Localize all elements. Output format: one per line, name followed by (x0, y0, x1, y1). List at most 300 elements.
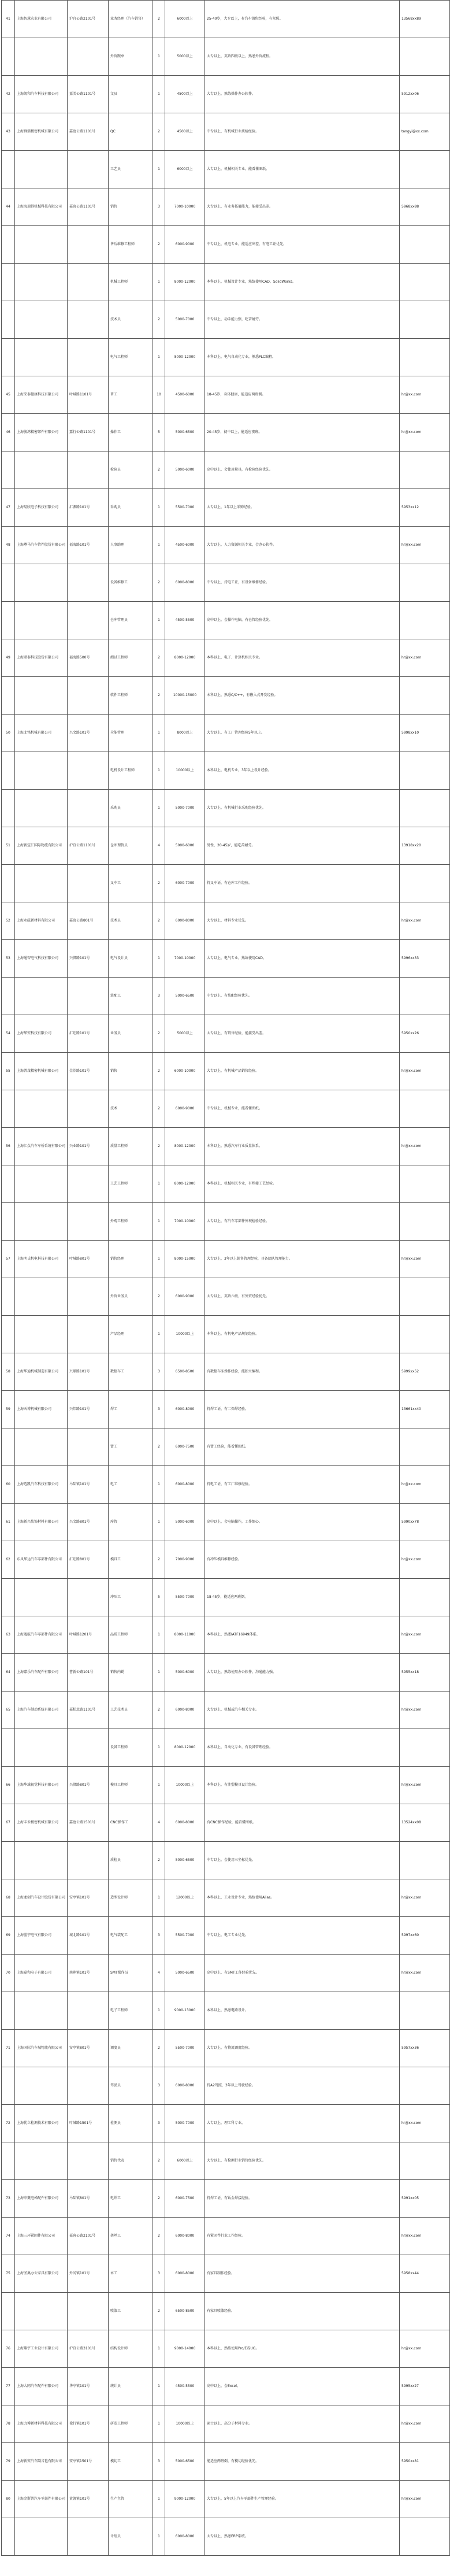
company-name (15, 151, 68, 188)
contact-info (400, 38, 450, 76)
headcount: 3 (153, 1917, 165, 1955)
table-row (2, 827, 450, 865)
contact-info: hr@xx.com (400, 2405, 450, 2443)
headcount: 2 (153, 2142, 165, 2180)
contact-info (400, 602, 450, 639)
contact-info (400, 2142, 450, 2180)
job-position: 统计员 (109, 2368, 153, 2405)
job-position: 质量工程师 (109, 1128, 153, 1165)
company-address: 金沙路101号 (68, 1053, 109, 1090)
headcount: 2 (153, 1842, 165, 1879)
salary: 10000以上 (165, 1767, 205, 1804)
headcount: 3 (153, 1391, 165, 1428)
job-position: 工艺技术员 (109, 1692, 153, 1729)
job-position: 电气设计员 (109, 940, 153, 978)
job-listing-sheet (1, 0, 429, 2576)
job-requirements: 大专以上，机械相关专业，能看懂图纸。 (205, 151, 400, 188)
job-position: SMT操作员 (109, 1955, 153, 1992)
company-name (15, 677, 68, 715)
company-name (15, 2293, 68, 2330)
salary: 6000-8000 (165, 1466, 205, 1504)
row-number (2, 301, 15, 339)
headcount: 2 (153, 1692, 165, 1729)
company-address (68, 1165, 109, 1203)
company-address (68, 226, 109, 264)
salary: 5000-6500 (165, 1955, 205, 1992)
job-requirements: 本科以上，电气自动化专业，熟悉PLC编程。 (205, 339, 400, 376)
job-requirements: 大专以上，有检测行业销售经验优先。 (205, 2142, 400, 2180)
company-name: 上海汇众汽车车桥系统有限公司 (15, 1128, 68, 1165)
company-name: 上海骏鸿精密部件有限公司 (15, 414, 68, 451)
salary: 6000-8000 (165, 1692, 205, 1729)
contact-info (400, 301, 450, 339)
company-address: 沪宜公路3101号 (68, 2330, 109, 2368)
job-requirements: 本科以上，电机专业，3年以上设计经验。 (205, 752, 400, 790)
job-position: 钳工 (109, 1428, 153, 1466)
company-name: 上海尊马汽车管件股份有限公司 (15, 527, 68, 564)
headcount: 1 (153, 1992, 165, 2030)
row-number: 59 (2, 1391, 15, 1428)
contact-info (400, 2293, 450, 2330)
headcount: 1 (153, 1316, 165, 1353)
contact-info (400, 752, 450, 790)
job-position: 装配工 (109, 978, 153, 1015)
table-row (2, 2293, 450, 2330)
row-number: 55 (2, 1053, 15, 1090)
salary: 6000-8000 (165, 2218, 205, 2255)
job-requirements: 中专以上，有装配经验优先。 (205, 978, 400, 1015)
contact-info (400, 677, 450, 715)
contact-info: hr@xx.com (400, 1616, 450, 1654)
table-row (2, 1767, 450, 1804)
contact-info: 13524xx08 (400, 1804, 450, 1842)
job-requirements: 20-45岁，初中以上，能适应夜班。 (205, 414, 400, 451)
job-position: 搓丝工 (109, 2218, 153, 2255)
company-address (68, 2142, 109, 2180)
headcount: 2 (153, 1015, 165, 1053)
job-requirements: 本科以上，自动化专业，有设备管理经验。 (205, 1729, 400, 1767)
table-row (2, 1879, 450, 1917)
company-name: 上海嘉乐汽车配件有限公司 (15, 1654, 68, 1692)
company-name: 上海逸航汽车零部件有限公司 (15, 1616, 68, 1654)
row-number: 54 (2, 1015, 15, 1053)
contact-info: hr@xx.com (400, 1128, 450, 1165)
company-address: 城北路101号 (68, 1917, 109, 1955)
company-name: 上海新兴装饰材料有限公司 (15, 1504, 68, 1541)
company-name (15, 2518, 68, 2556)
table-row (2, 1616, 450, 1654)
job-position: 焊工 (109, 1391, 153, 1428)
contact-info: hr@xx.com (400, 2481, 450, 2518)
company-address: 沪宜公路1101号 (68, 827, 109, 865)
salary: 6000-7500 (165, 1428, 205, 1466)
contact-info: hr@xx.com (400, 1466, 450, 1504)
company-address: 曹新公路101号 (68, 1654, 109, 1692)
row-number: 79 (2, 2443, 15, 2481)
salary: 4500-5500 (165, 2368, 205, 2405)
job-table (1, 0, 450, 2556)
salary: 4500-5500 (165, 602, 205, 639)
salary: 9000-13000 (165, 1992, 205, 2030)
row-number: 68 (2, 1879, 15, 1917)
company-name: 上海国际汽车城物流有限公司 (15, 2030, 68, 2067)
company-address: 嘉唐公路1101号 (68, 188, 109, 226)
contact-info: hr@xx.com (400, 1241, 450, 1278)
salary: 5000以上 (165, 38, 205, 76)
company-address (68, 2067, 109, 2105)
contact-info (400, 264, 450, 301)
headcount: 2 (153, 677, 165, 715)
headcount: 2 (153, 2293, 165, 2330)
headcount: 10 (153, 376, 165, 414)
job-requirements: 大专以上，英语四级以上，熟悉外贸流程。 (205, 38, 400, 76)
table-row (2, 1, 450, 38)
salary: 6000-8000 (165, 1391, 205, 1428)
row-number: 64 (2, 1654, 15, 1692)
job-position: 电焊工 (109, 2180, 153, 2218)
table-row (2, 2142, 450, 2180)
job-position: 库管 (109, 1504, 153, 1541)
contact-info: 5953xx12 (400, 489, 450, 527)
headcount: 3 (153, 2443, 165, 2481)
company-address: 兴文路101号 (68, 715, 109, 752)
company-name: 上海新宝汇国际物流有限公司 (15, 827, 68, 865)
company-address (68, 451, 109, 489)
headcount: 4 (153, 1955, 165, 1992)
contact-info (400, 339, 450, 376)
company-name (15, 1203, 68, 1241)
job-requirements: 大专以上，有业务拓展能力，能接受出差。 (205, 188, 400, 226)
table-row (2, 489, 450, 527)
headcount: 2 (153, 2218, 165, 2255)
company-address: 南翔镇101号 (68, 1955, 109, 1992)
company-name: 上海申菱电梯配件有限公司 (15, 2180, 68, 2218)
row-number: 60 (2, 1466, 15, 1504)
row-number: 46 (2, 414, 15, 451)
row-number (2, 752, 15, 790)
job-requirements: 大专以上，5年以上汽车零部件生产管理经验。 (205, 2481, 400, 2518)
headcount: 1 (153, 151, 165, 188)
row-number: 67 (2, 1804, 15, 1842)
job-requirements: 硕士以上，高分子材料专业。 (205, 2405, 400, 2443)
company-name: 上海易欣电子科技有限公司 (15, 489, 68, 527)
headcount: 3 (153, 978, 165, 1015)
job-position: 人事助理 (109, 527, 153, 564)
job-requirements: 中专以上，有机械行业质检经验。 (205, 113, 400, 151)
company-address (68, 865, 109, 902)
company-address: 嘉松北路1101号 (68, 1692, 109, 1729)
company-address: 兴邦路101号 (68, 1391, 109, 1428)
contact-info (400, 1316, 450, 1353)
job-position: 电机设计工程师 (109, 752, 153, 790)
company-address: 黄渡镇101号 (68, 2481, 109, 2518)
job-position: QC (109, 113, 153, 151)
headcount: 2 (153, 2030, 165, 2067)
job-position: 研发工程师 (109, 2405, 153, 2443)
job-position: 普工 (109, 376, 153, 414)
salary: 9000-14000 (165, 2330, 205, 2368)
row-number (2, 2142, 15, 2180)
row-number: 57 (2, 1241, 15, 1278)
company-address: 外冈镇101号 (68, 2255, 109, 2293)
company-name: 上海凯和汽车科技有限公司 (15, 76, 68, 113)
table-row (2, 2180, 450, 2218)
salary: 4500-6000 (165, 527, 205, 564)
table-row (2, 1428, 450, 1466)
table-row (2, 151, 450, 188)
contact-info: hr@xx.com (400, 1767, 450, 1804)
headcount: 3 (153, 2067, 165, 2105)
table-row (2, 2443, 450, 2481)
contact-info (400, 2518, 450, 2556)
company-address: 福海路101号 (68, 527, 109, 564)
row-number: 72 (2, 2105, 15, 2142)
salary: 5000-7000 (165, 301, 205, 339)
row-number (2, 1165, 15, 1203)
contact-info: 5955xx18 (400, 1654, 450, 1692)
company-address (68, 2518, 109, 2556)
row-number: 74 (2, 2218, 15, 2255)
company-name (15, 1090, 68, 1128)
company-name (15, 2142, 68, 2180)
company-name: 上海龙创汽车设计股份有限公司 (15, 1879, 68, 1917)
contact-info: hr@xx.com (400, 376, 450, 414)
job-table-body (2, 1, 450, 2556)
table-row (2, 2330, 450, 2368)
headcount: 1 (153, 1241, 165, 1278)
table-row (2, 564, 450, 602)
job-position: 业务经理（汽车销售） (109, 1, 153, 38)
job-position: 技术 (109, 1090, 153, 1128)
contact-info: hr@xx.com (400, 2330, 450, 2368)
job-requirements: 大专以上，电气专业，熟练使用CAD。 (205, 940, 400, 978)
company-address (68, 790, 109, 827)
table-row (2, 301, 450, 339)
company-address (68, 1428, 109, 1466)
job-position: 业务员 (109, 1015, 153, 1053)
salary: 6000-8000 (165, 2255, 205, 2293)
job-requirements: 本科以上，工业设计专业，熟练使用Alias。 (205, 1879, 400, 1917)
headcount: 1 (153, 1767, 165, 1804)
salary: 10000-15000 (165, 677, 205, 715)
salary: 8000以上 (165, 715, 205, 752)
company-address (68, 677, 109, 715)
company-name (15, 790, 68, 827)
headcount: 2 (153, 1428, 165, 1466)
salary: 8000-12000 (165, 1165, 205, 1203)
row-number: 80 (2, 2481, 15, 2518)
company-address: 安亭镇1501号 (68, 2443, 109, 2481)
salary: 8000-15000 (165, 1241, 205, 1278)
table-row (2, 2218, 450, 2255)
contact-info (400, 978, 450, 1015)
contact-info: tangyi@xx.com (400, 113, 450, 151)
salary: 8000-11000 (165, 1616, 205, 1654)
job-requirements: 本科以上，机械相关专业，有焊接工艺经验。 (205, 1165, 400, 1203)
job-requirements: 25-40岁，大专以上，有汽车销售经验，有驾照。 (205, 1, 400, 38)
salary: 6000-7000 (165, 865, 205, 902)
job-position: 检验员 (109, 451, 153, 489)
company-name: 上海迈凯汽车科技有限公司 (15, 1466, 68, 1504)
headcount: 2 (153, 1090, 165, 1128)
headcount: 1 (153, 1879, 165, 1917)
company-name: 上海蓝宇电气有限公司 (15, 1917, 68, 1955)
job-requirements: 中专以上，电工专业优先。 (205, 1917, 400, 1955)
table-row (2, 2067, 450, 2105)
row-number (2, 602, 15, 639)
headcount: 1 (153, 715, 165, 752)
job-position: 机械工程师 (109, 264, 153, 301)
company-address: 兴贤路801号 (68, 1767, 109, 1804)
salary: 5000-6500 (165, 414, 205, 451)
table-row (2, 2518, 450, 2556)
headcount: 1 (153, 527, 165, 564)
headcount: 1 (153, 2368, 165, 2405)
headcount: 4 (153, 827, 165, 865)
salary: 5000以上 (165, 1015, 205, 1053)
job-requirements: 大专以上，熟悉ERP系统。 (205, 2518, 400, 2556)
company-name (15, 301, 68, 339)
company-name: 上海天博机械有限公司 (15, 1391, 68, 1428)
contact-info: hr@xx.com (400, 414, 450, 451)
headcount: 2 (153, 1278, 165, 1316)
company-address: 叶城路1501号 (68, 2105, 109, 2142)
table-row (2, 1729, 450, 1767)
job-requirements: 高中以上，会Excel。 (205, 2368, 400, 2405)
job-requirements: 本科以上，有注塑模具设计经验。 (205, 1767, 400, 1804)
table-row (2, 1541, 450, 1579)
headcount: 2 (153, 639, 165, 677)
company-address: 叶城路801号 (68, 1241, 109, 1278)
company-address: 嘉行公路1101号 (68, 414, 109, 451)
company-name (15, 2067, 68, 2105)
table-row (2, 1165, 450, 1203)
company-name (15, 564, 68, 602)
salary: 4500以上 (165, 113, 205, 151)
row-number (2, 2518, 15, 2556)
headcount: 2 (153, 1128, 165, 1165)
job-position: 品质工程师 (109, 1616, 153, 1654)
salary: 8000-12000 (165, 1128, 205, 1165)
job-position: 模切工 (109, 2443, 153, 2481)
contact-info (400, 1165, 450, 1203)
headcount: 2 (153, 1, 165, 38)
company-name (15, 1729, 68, 1767)
row-number (2, 264, 15, 301)
table-row (2, 715, 450, 752)
job-requirements: 18-45岁，能适应两班倒。 (205, 1579, 400, 1616)
row-number: 41 (2, 1, 15, 38)
job-requirements: 大专以上，有汽车零部件外观检验经验。 (205, 1203, 400, 1241)
company-address: 嘉唐公路801号 (68, 902, 109, 940)
company-address (68, 264, 109, 301)
job-position: 销售经理 (109, 1241, 153, 1278)
row-number: 44 (2, 188, 15, 226)
table-row (2, 2255, 450, 2293)
headcount: 1 (153, 752, 165, 790)
table-row (2, 1278, 450, 1316)
headcount: 1 (153, 2518, 165, 2556)
contact-info: hr@xx.com (400, 902, 450, 940)
company-name: 上海北铭机械有限公司 (15, 715, 68, 752)
table-row (2, 339, 450, 376)
row-number: 77 (2, 2368, 15, 2405)
contact-info: 5995xx27 (400, 2368, 450, 2405)
company-name: 上海新安汽车隔音毡有限公司 (15, 2443, 68, 2481)
job-requirements: 持焊工证，有二保焊经验。 (205, 1391, 400, 1428)
company-name (15, 1992, 68, 2030)
row-number: 73 (2, 2180, 15, 2218)
table-row (2, 1955, 450, 1992)
job-requirements: 大专以上，机械或汽车相关专业。 (205, 1692, 400, 1729)
headcount: 1 (153, 1616, 165, 1654)
job-position: 工艺员 (109, 151, 153, 188)
headcount: 2 (153, 865, 165, 902)
company-address (68, 1203, 109, 1241)
company-address: 安亭镇101号 (68, 1879, 109, 1917)
row-number (2, 1992, 15, 2030)
job-requirements: 有紧固件行业工作经验。 (205, 2218, 400, 2255)
table-row (2, 602, 450, 639)
job-position: 销售内勤 (109, 1654, 153, 1692)
salary: 7000-10000 (165, 940, 205, 978)
contact-info (400, 1842, 450, 1879)
row-number: 49 (2, 639, 15, 677)
headcount: 1 (153, 1729, 165, 1767)
job-position: 设备工程师 (109, 1729, 153, 1767)
company-name (15, 451, 68, 489)
company-name: 上海通智电气科技有限公司 (15, 940, 68, 978)
table-row (2, 978, 450, 1015)
contact-info: 5991xx05 (400, 2180, 450, 2218)
salary: 5500-7000 (165, 1917, 205, 1955)
table-row (2, 1692, 450, 1729)
contact-info (400, 564, 450, 602)
company-address (68, 151, 109, 188)
contact-info (400, 1278, 450, 1316)
job-position: CNC操作工 (109, 1804, 153, 1842)
table-row (2, 1466, 450, 1504)
job-position: 采购员 (109, 790, 153, 827)
company-name: 上海海瑞得机械科技有限公司 (15, 188, 68, 226)
contact-info: 5999xx52 (400, 1353, 450, 1391)
job-requirements: 持A2驾照，3年以上驾驶经验。 (205, 2067, 400, 2105)
job-position: 测试工程师 (109, 639, 153, 677)
company-name (15, 1316, 68, 1353)
table-row (2, 76, 450, 113)
contact-info (400, 1203, 450, 1241)
company-name (15, 865, 68, 902)
company-address (68, 978, 109, 1015)
company-address: 兴文路801号 (68, 1504, 109, 1541)
company-name (15, 226, 68, 264)
job-requirements: 高中以上，有SMT工作经验优先。 (205, 1955, 400, 1992)
row-number: 56 (2, 1128, 15, 1165)
salary: 7000-9000 (165, 1541, 205, 1579)
table-row (2, 113, 450, 151)
row-number (2, 564, 15, 602)
company-address: 叶城路1201号 (68, 1616, 109, 1654)
salary: 5000-6500 (165, 1842, 205, 1879)
table-row (2, 2030, 450, 2067)
row-number (2, 226, 15, 264)
company-address (68, 1278, 109, 1316)
row-number (2, 677, 15, 715)
company-name: 上海永磁新材料有限公司 (15, 902, 68, 940)
job-position: 技术员 (109, 902, 153, 940)
headcount: 3 (153, 1353, 165, 1391)
job-requirements: 18-45岁，身体健康，能适应两班倒。 (205, 376, 400, 414)
